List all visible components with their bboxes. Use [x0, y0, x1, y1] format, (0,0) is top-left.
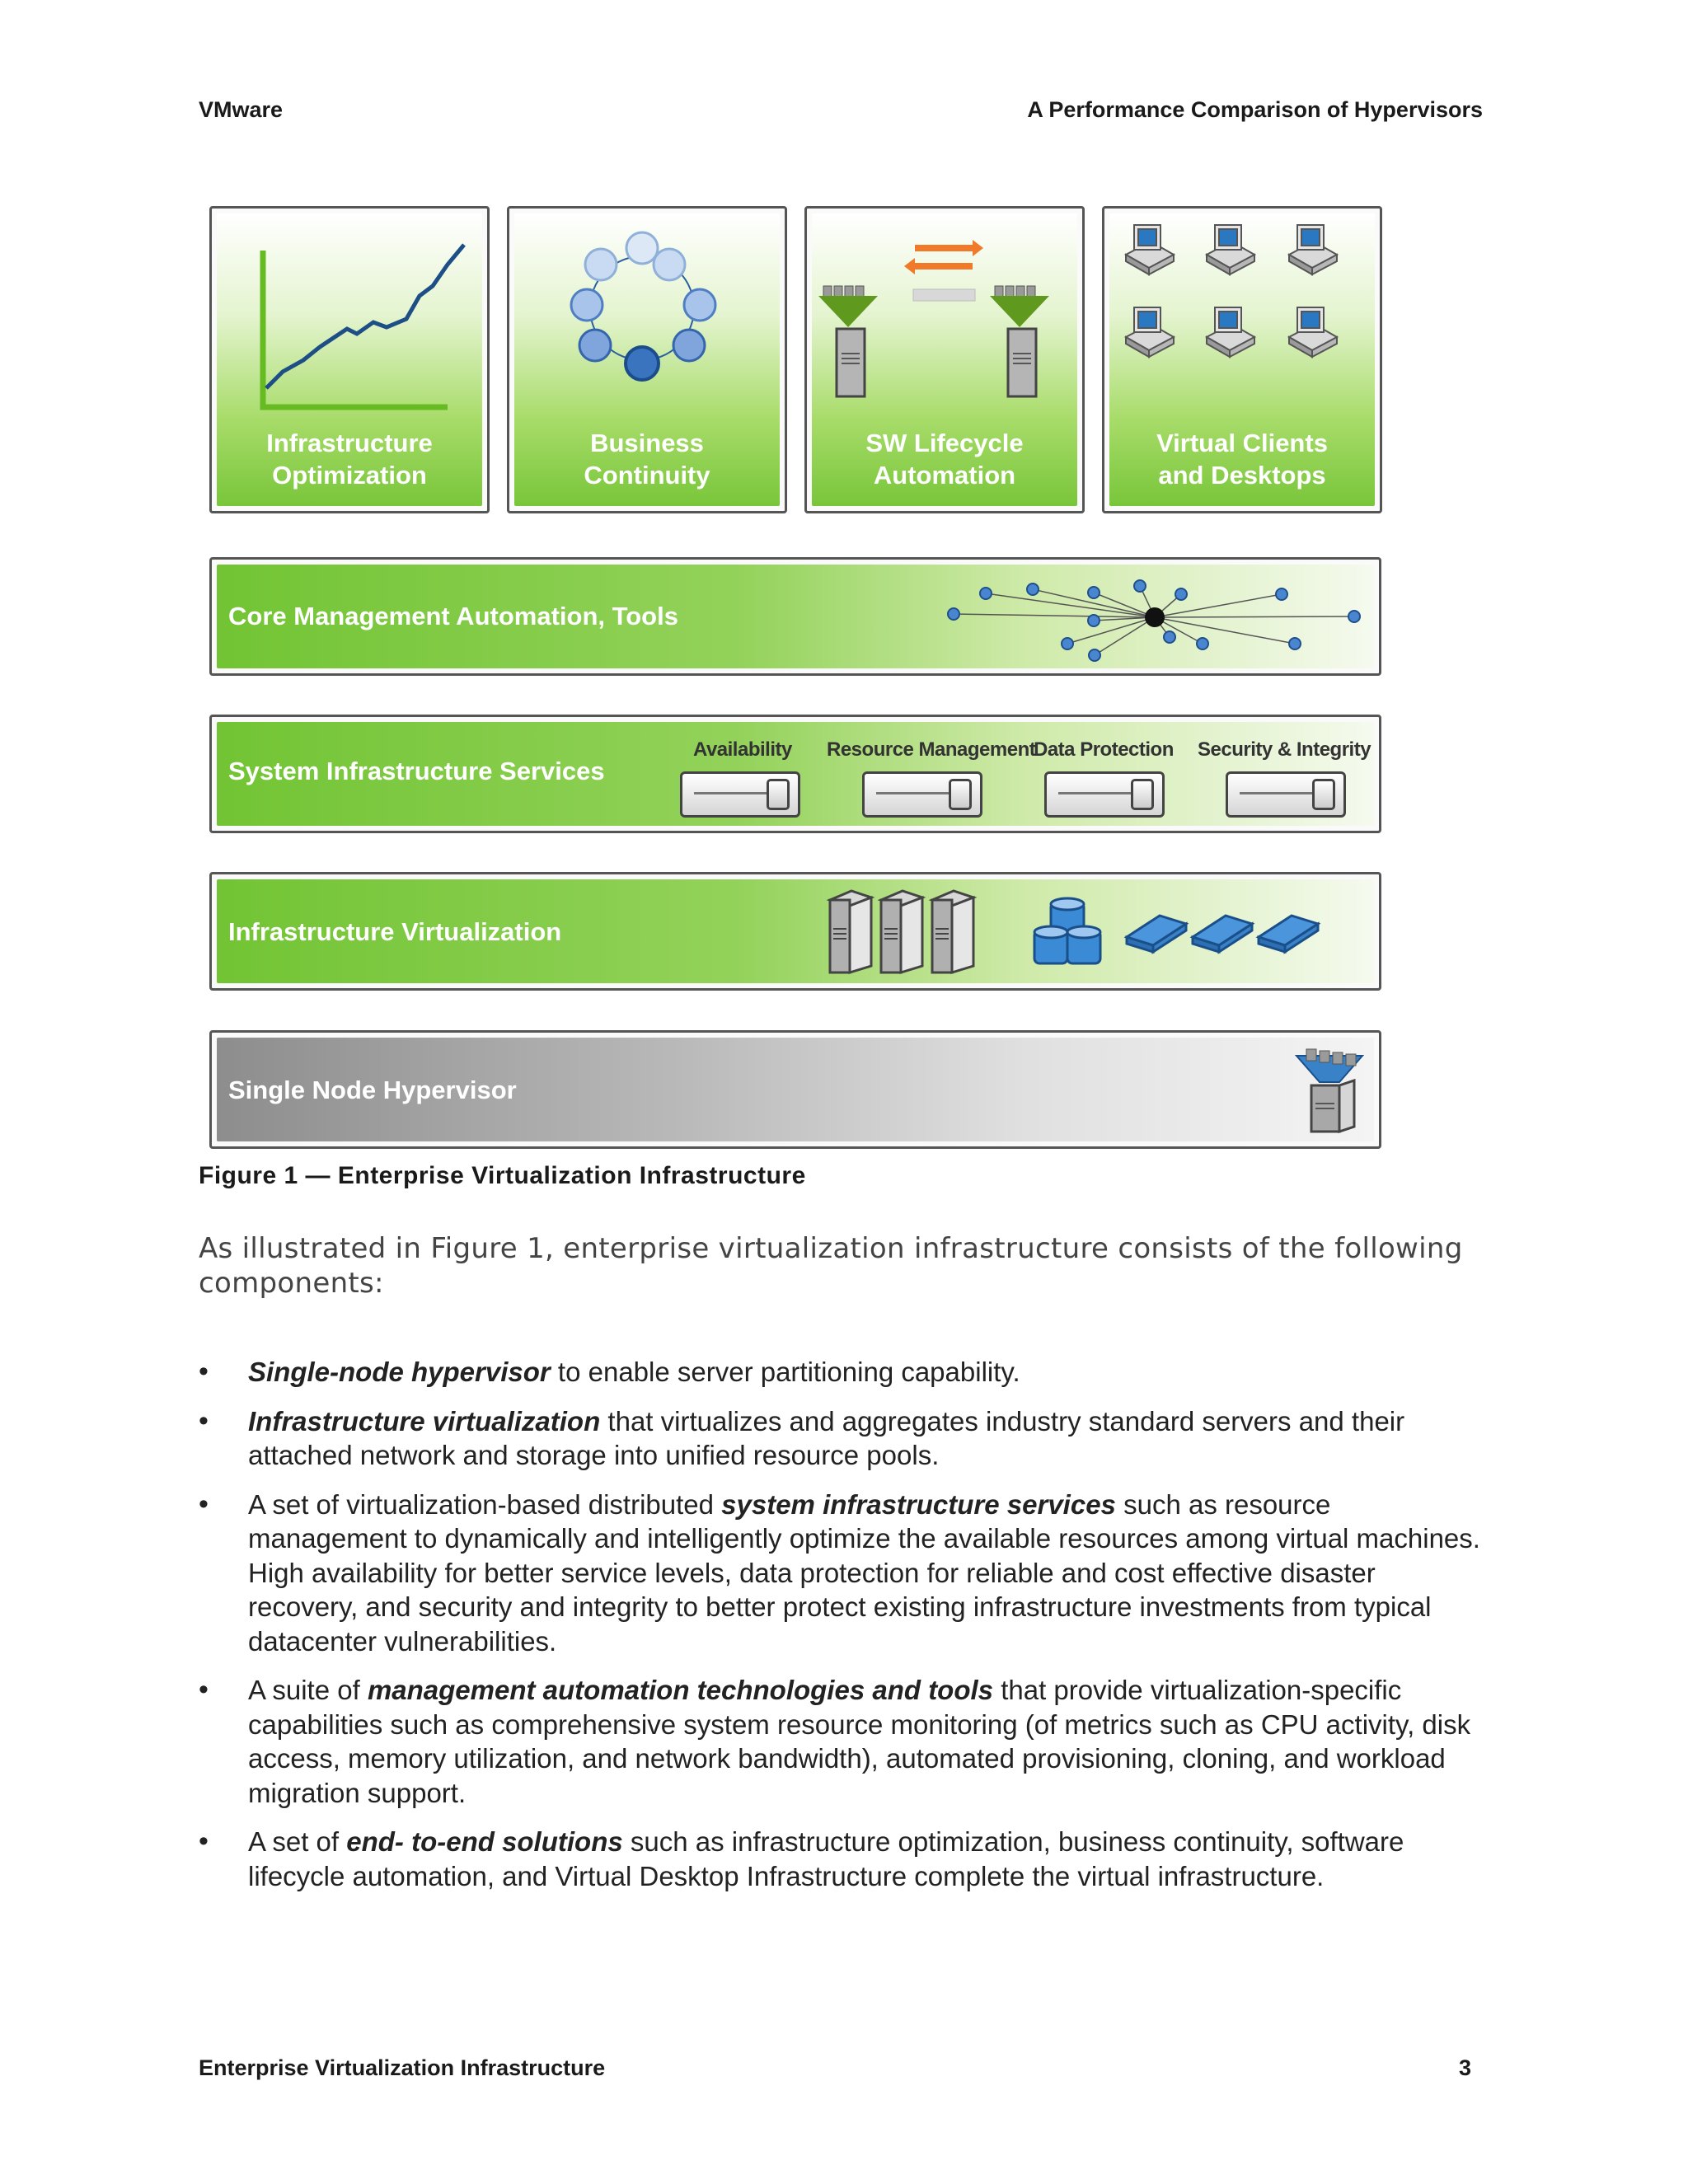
- service-label-resource-management: Resource Management: [827, 738, 1036, 761]
- list-item: • A set of end- to-end solutions such as infrastructure optimization, business continuity, software lifecycle automation, and Virtual Desktop Infrastructure complete the virtual infrastructure.: [199, 1825, 1493, 1893]
- availability-slider: [680, 771, 800, 818]
- list-item: • A suite of management automation technologies and tools that provide virtualization-specific capabilities such as comprehensive system resource monitoring (of metrics such as CPU activity, disk access, memory utilization, and network bandwidth), automated provisioning, cloning, and workload migration support.: [199, 1673, 1493, 1810]
- component-list: [199, 1355, 1493, 1908]
- footer-title: Enterprise Virtualization Infrastructure: [199, 2055, 606, 2080]
- layer-system-services: [209, 715, 1381, 833]
- layer-label: Infrastructure Virtualization: [228, 917, 562, 946]
- layer-label: Core Management Automation, Tools: [228, 602, 678, 630]
- figure-caption: Figure 1 — Enterprise Virtualization Infrastructure: [199, 1162, 806, 1189]
- page-number: 3: [1459, 2055, 1472, 2080]
- layer-hypervisor: [209, 1030, 1381, 1149]
- security-integrity-slider: [1226, 771, 1346, 818]
- layer-infrastructure-virtualization: [209, 872, 1381, 991]
- tile-label: SW Lifecycle Automation: [865, 429, 1024, 490]
- resource-management-slider: [862, 771, 982, 818]
- header-right: A Performance Comparison of Hypervisors: [1027, 97, 1483, 122]
- list-item: • Single-node hypervisor to enable server partitioning capability.: [199, 1355, 1493, 1390]
- intro-paragraph: As illustrated in Figure 1, enterprise virtualization infrastructure consists of the following components:: [199, 1232, 1463, 1300]
- network-hub-icon: [217, 565, 1374, 668]
- header-left: VMware: [199, 97, 284, 122]
- layer-label: Single Node Hypervisor: [228, 1076, 517, 1104]
- tile-virtual-clients: [1102, 206, 1382, 513]
- layer-core-management: [209, 557, 1381, 676]
- list-item: • Infrastructure virtualization that virtualizes and aggregates industry standard servers and their attached network and storage into unified resource pools.: [199, 1404, 1493, 1473]
- service-label-security-integrity: Security & Integrity: [1198, 738, 1372, 761]
- tile-label: Business Continuity: [584, 429, 710, 490]
- tile-business-continuity: [507, 206, 787, 513]
- tile-label: Virtual Clients and Desktops: [1156, 429, 1328, 490]
- service-label-availability: Availability: [693, 738, 792, 761]
- servers-storage-network-icon: [217, 879, 1374, 983]
- tile-sw-lifecycle: [804, 206, 1085, 513]
- layer-label: System Infrastructure Services: [228, 757, 605, 785]
- service-label-data-protection: Data Protection: [1034, 738, 1174, 761]
- tile-infrastructure-optimization: [209, 206, 490, 513]
- hypervisor-server-icon: [217, 1038, 1374, 1141]
- tile-label: Infrastructure Optimization: [266, 429, 433, 490]
- list-item: • A set of virtualization-based distributed system infrastructure services such as resource management to dynamically and intelligently optimize the available resources among virtual machines. High availability for better service levels, data protection for reliable and cost effective disaster recovery, and security and integrity to better protect existing infrastructure investments from typical datacenter vulnerabilities.: [199, 1488, 1493, 1659]
- data-protection-slider: [1044, 771, 1165, 818]
